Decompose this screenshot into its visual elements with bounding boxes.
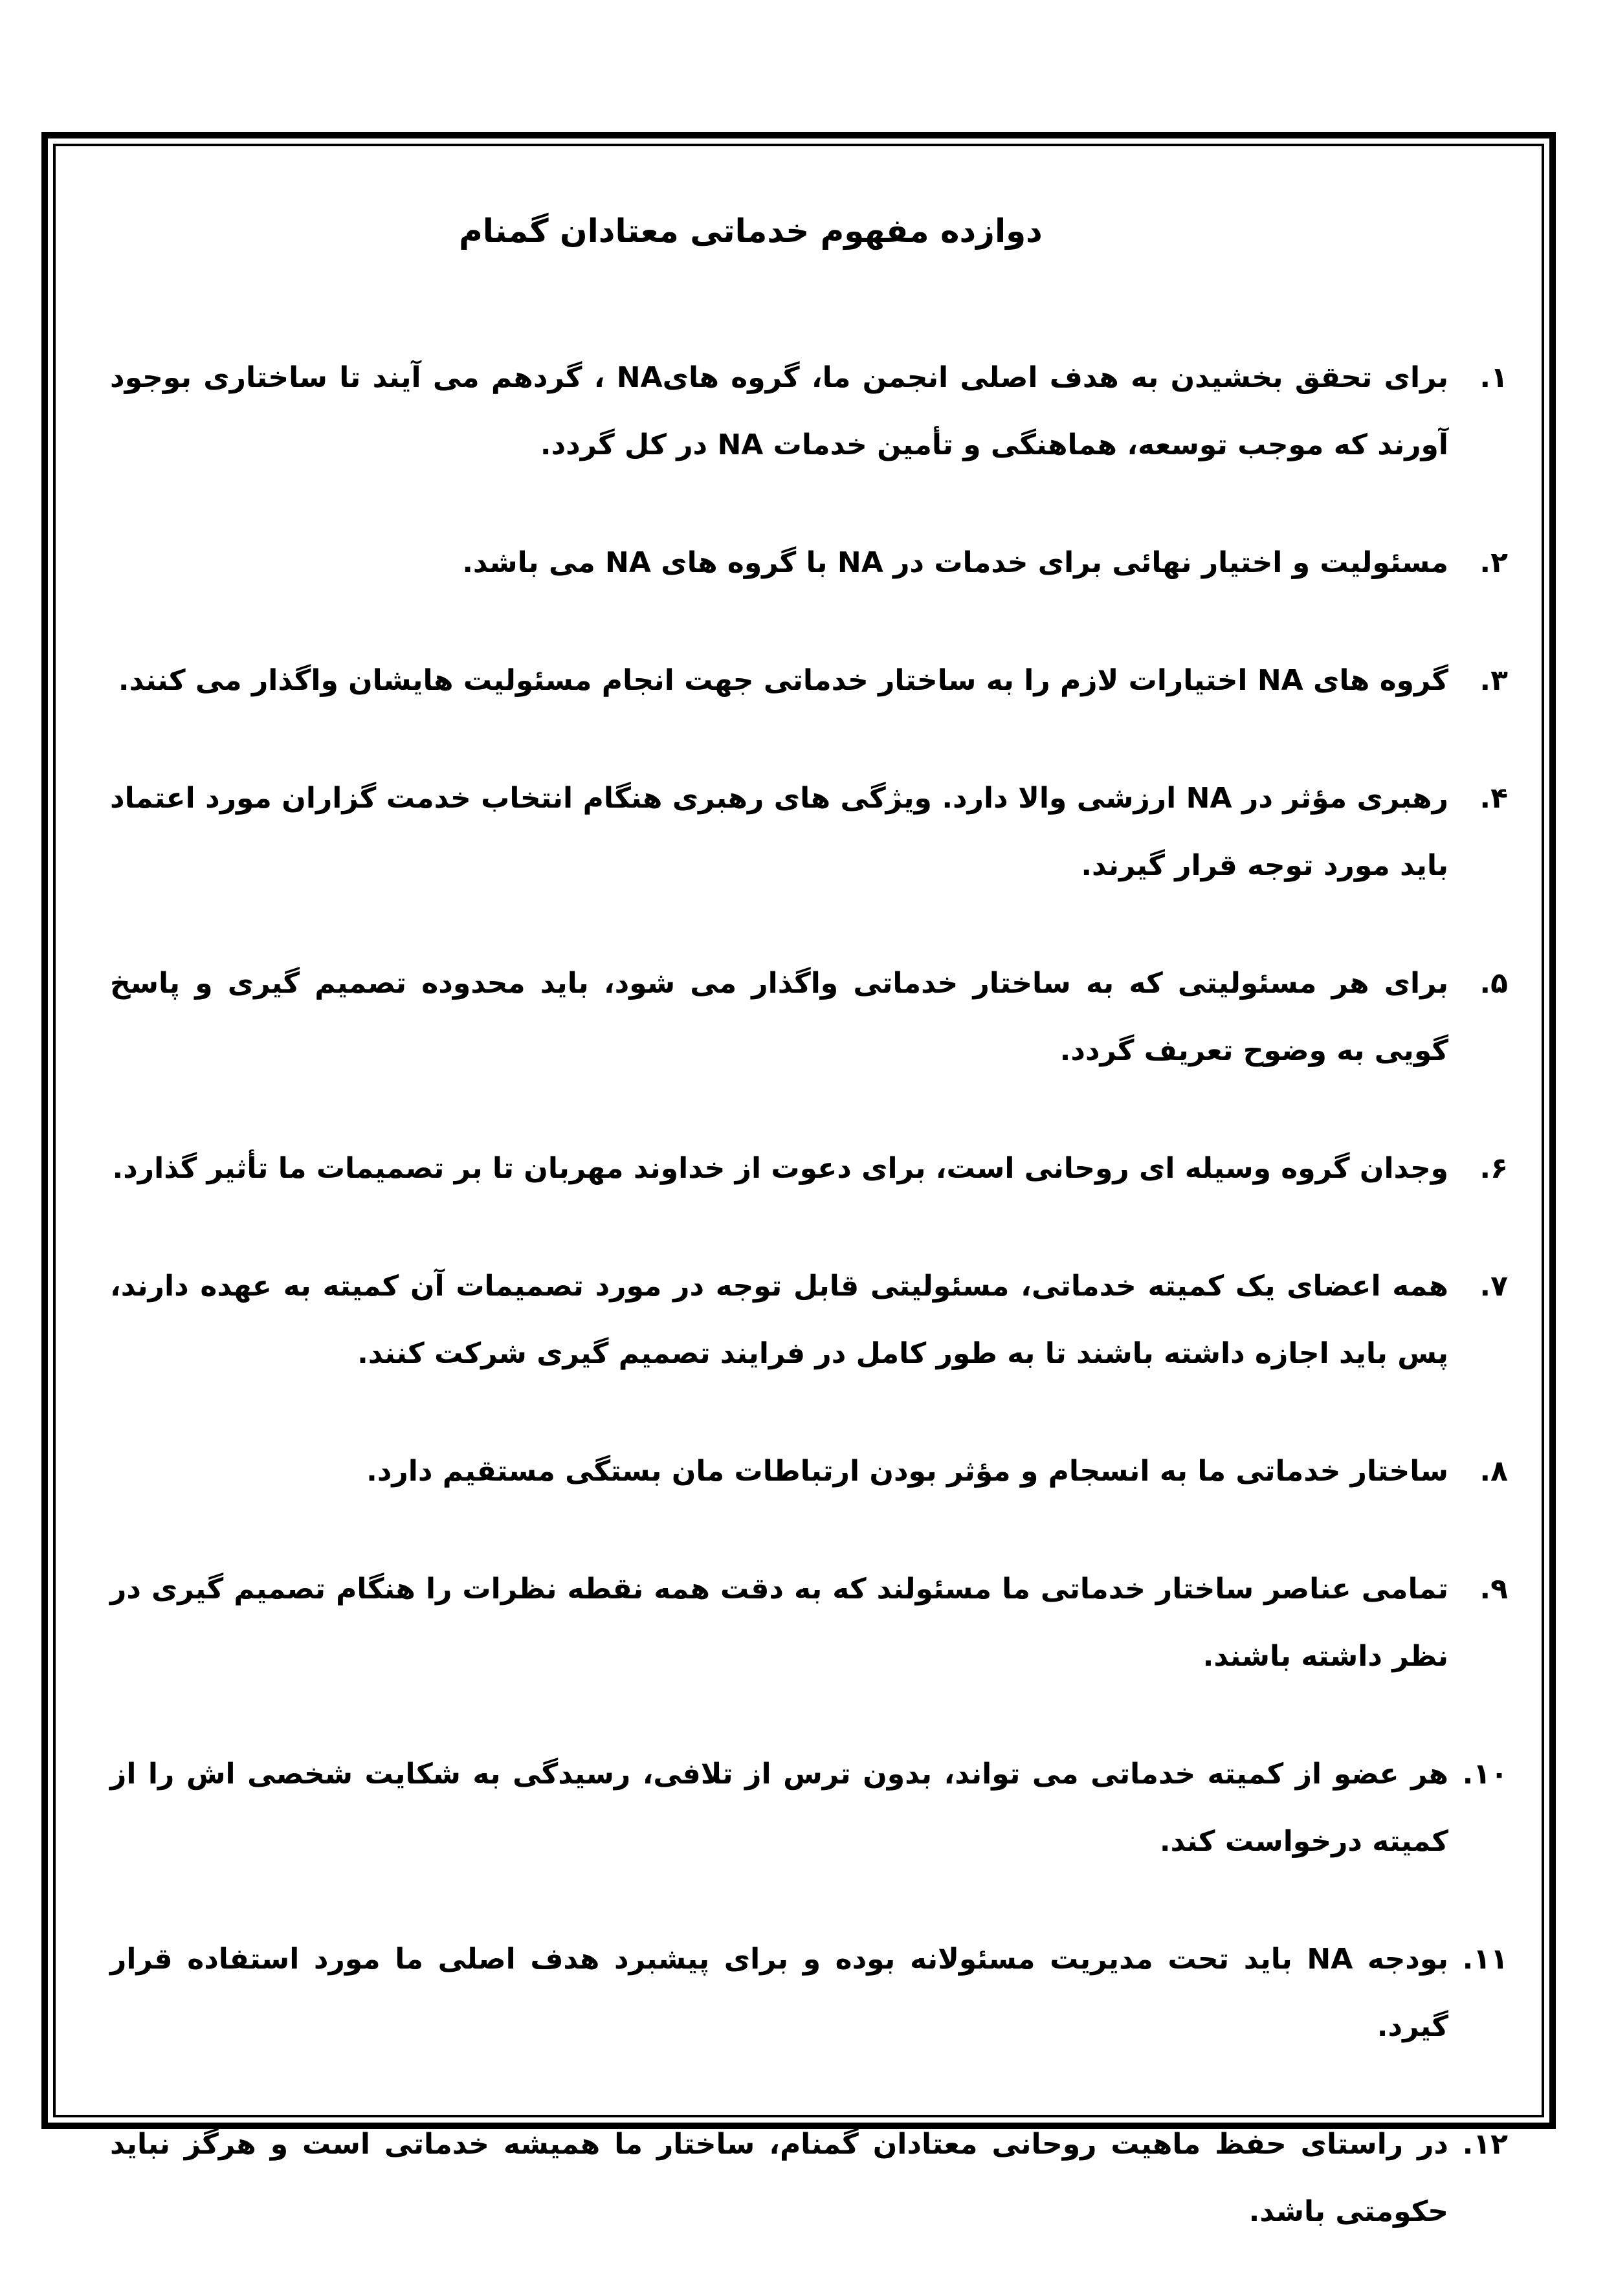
concept-item <box>110 647 1508 714</box>
concept-number: ۷. <box>1479 1270 1508 1303</box>
concept-text: در راستای حفظ ماهیت روحانی معتادان گمنام، ساختار ما همیشه خدماتی است و هرگز نباید حکومتی باشد. <box>110 2128 1448 2228</box>
concept-item <box>110 2111 1508 2246</box>
concept-text: بودجه NA باید تحت مدیریت مسئولانه بوده و برای پیشبرد هدف اصلی ما مورد استفاده قرار گیرد. <box>110 1943 1448 2043</box>
concept-number: ۱۲. <box>1462 2128 1508 2161</box>
concept-item <box>110 344 1508 479</box>
concept-number: ۸. <box>1479 1455 1508 1488</box>
concept-item <box>110 1926 1508 2060</box>
concept-number: ۵. <box>1479 967 1508 1000</box>
document-title: دوازده مفهوم خدماتی معتادان گمنام <box>459 212 1043 250</box>
concept-item <box>110 1253 1508 1387</box>
concept-text: برای تحقق بخشیدن به هدف اصلی انجمن ما، گروه هایNA ، گردهم می آیند تا ساختاری بوجود آورند که موجب توسعه، هماهنگی و تأمین خدمات NA در کل گردد. <box>110 361 1448 461</box>
concept-number: ۹. <box>1479 1573 1508 1606</box>
concept-number: ۱۰. <box>1462 1758 1508 1791</box>
concept-number: ۳. <box>1479 664 1508 697</box>
concept-item <box>110 1135 1508 1202</box>
concept-item <box>110 950 1508 1085</box>
concept-text: تمامی عناصر ساختار خدماتی ما مسئولند که به دقت همه نقطه نظرات را هنگام تصمیم گیری در نظر داشته باشند. <box>110 1573 1448 1673</box>
concept-item <box>110 529 1508 597</box>
concept-item <box>110 1438 1508 1505</box>
concept-text: مسئولیت و اختیار نهائی برای خدمات در NA با گروه های NA می باشد. <box>462 546 1448 579</box>
concept-text: ساختار خدماتی ما به انسجام و مؤثر بودن ارتباطات مان بستگی مستقیم دارد. <box>366 1455 1448 1488</box>
concept-text: همه اعضای یک کمیته خدماتی، مسئولیتی قابل توجه در مورد تصمیمات آن کمیته به عهده دارند، پس باید اجازه داشته باشند تا به طور کامل در فرایند تصمیم گیری شرکت کنند. <box>110 1270 1448 1370</box>
concept-text: برای هر مسئولیتی که به ساختار خدماتی واگذار می شود، باید محدوده تصمیم گیری و پاسخ گویی به وضوح تعریف گردد. <box>110 967 1448 1067</box>
document-body <box>110 144 1508 2296</box>
concept-item <box>110 1556 1508 1690</box>
concept-number: ۲. <box>1479 546 1508 579</box>
concepts-list <box>110 344 1508 2246</box>
concept-text: وجدان گروه وسیله ای روحانی است، برای دعوت از خداوند مهربان تا بر تصمیمات ما تأثیر گذارد. <box>112 1152 1448 1185</box>
concept-number: ۱۱. <box>1462 1943 1508 1976</box>
concept-text: رهبری مؤثر در NA ارزشی والا دارد. ویژگی های رهبری هنگام انتخاب خدمت گزاران مورد اعتماد باید مورد توجه قرار گیرند. <box>110 782 1448 882</box>
concept-number: ۴. <box>1479 782 1508 815</box>
concept-item <box>110 1741 1508 1875</box>
concept-number: ۱. <box>1479 361 1508 394</box>
concept-item <box>110 765 1508 900</box>
concept-text: هر عضو از کمیته خدماتی می تواند، بدون ترس از تلافی، رسیدگی به شکایت شخصی اش را از کمیته درخواست کند. <box>110 1758 1448 1858</box>
concept-number: ۶. <box>1479 1152 1508 1185</box>
concept-text: گروه های NA اختیارات لازم را به ساختار خدماتی جهت انجام مسئولیت هایشان واگذار می کنند. <box>118 664 1448 697</box>
